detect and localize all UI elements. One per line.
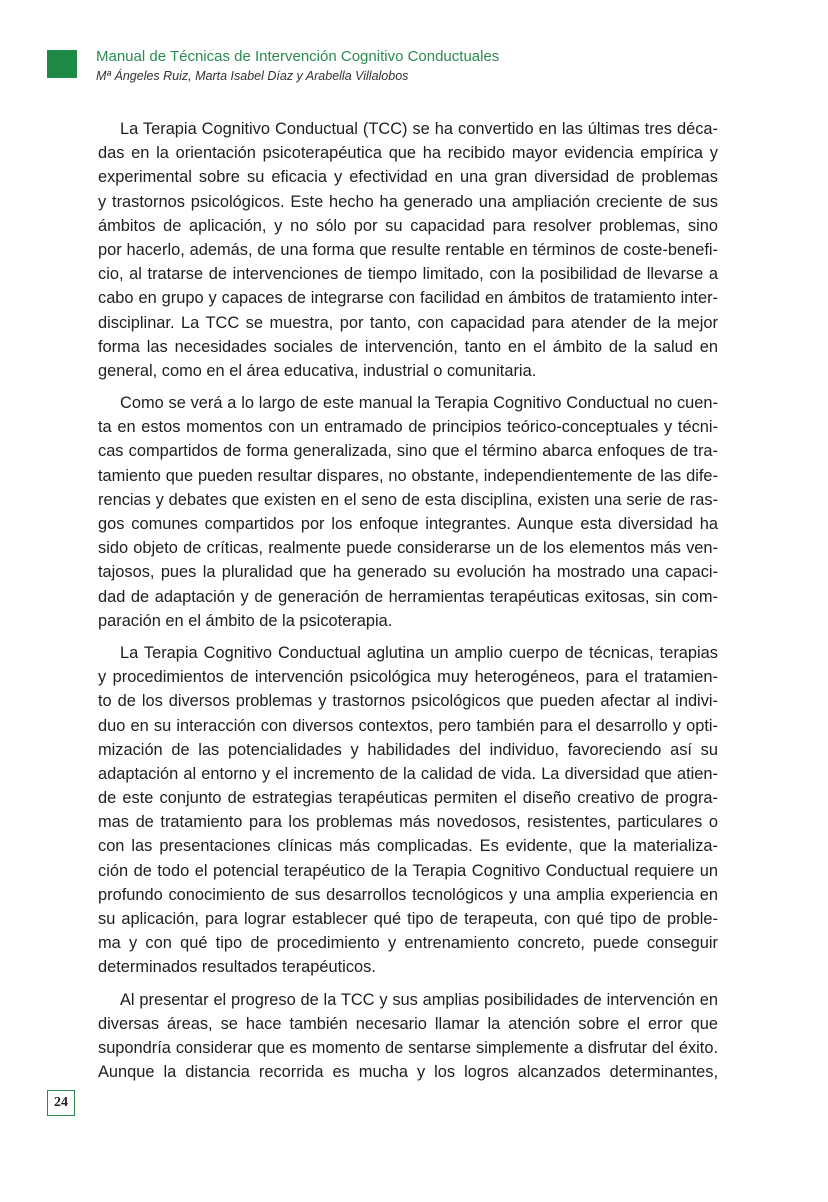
page-number: 24 [47,1090,75,1116]
text-line: por hacerlo, además, de una forma que resulte rentable en términos de coste-benefi- [98,240,718,259]
running-header-title: Manual de Técnicas de Intervención Cognitivo Conductuales [96,48,500,65]
text-line: gos comunes compartidos por los enfoque integrantes. Aunque esta diversidad ha [98,515,718,533]
text-line: Al presentar el progreso de la TCC y sus amplias posibilidades de intervención en [120,990,718,1009]
text-line: profundo conocimiento de sus desarrollos tecnológicos y una amplia experiencia en [98,885,718,904]
text-line: paración en el ámbito de la psicoterapia. [98,611,393,630]
text-line: su aplicación, para lograr establecer qué tipo de terapeuta, con qué tipo de proble- [98,910,718,928]
text-line: ta en estos momentos con un entramado de principios teórico-conceptuales y técni- [98,418,718,437]
text-line: disciplinar. La TCC se muestra, por tanto, con capacidad para atender de la mejor [98,313,718,332]
text-line: supondría considerar que es momento de sentarse simplemente a disfrutar del éxito. [98,1038,718,1057]
text-line: general, como en el área educativa, industrial o comunitaria. [98,361,537,380]
running-header-authors: Mª Ángeles Ruiz, Marta Isabel Díaz y Arabella Villalobos [96,69,409,83]
text-line: diversas áreas, se hace también necesario llamar la atención sobre el error que [98,1014,718,1033]
paragraph [98,988,718,1085]
text-line: La Terapia Cognitivo Conductual aglutina un amplio cuerpo de técnicas, terapias [120,643,718,662]
header-square-marker [47,50,77,78]
text-line: ción de todo el potencial terapéutico de la Terapia Cognitivo Conductual requiere un [98,861,718,880]
text-line: ámbitos de aplicación, y no sólo por su capacidad para resolver problemas, sino [98,216,718,235]
text-line: sido objeto de críticas, realmente puede considerarse un de los elementos más ven- [98,539,718,558]
paragraph [98,117,718,383]
text-line: Aunque la distancia recorrida es mucha y los logros alcanzados determinantes, [98,1063,718,1082]
text-line: forma las necesidades sociales de intervención, tanto en el ámbito de la salud en [98,337,718,356]
text-line: tamiento que pueden resultar dispares, no obstante, independientemente de las dife- [98,466,718,485]
text-line: determinados resultados terapéuticos. [98,958,376,977]
text-line: rencias y debates que existen en el seno de esta disciplina, existen una serie de ras- [98,490,718,509]
text-line: duo en su interacción con diversos contextos, pero también para el desarrollo y opti- [98,716,718,735]
text-line: cabo en grupo y capaces de integrarse con facilidad en ámbitos de tratamiento inter- [98,289,718,308]
text-line: de este conjunto de estrategias terapéuticas permiten el diseño creativo de progra- [98,789,718,808]
text-line: ma y con qué tipo de procedimiento y entrenamiento concreto, puede conseguir [98,934,718,953]
text-line: to de los diversos problemas y trastornos psicológicos que pueden afectar al indivi- [98,692,718,711]
text-line: das en la orientación psicoterapéutica que ha recibido mayor evidencia empírica y [98,144,718,163]
text-line: dad de adaptación y de generación de herramientas terapéuticas exitosas, sin com- [98,587,718,606]
body-text [98,117,718,1092]
text-line: Como se verá a lo largo de este manual la Terapia Cognitivo Conductual no cuen- [120,394,718,413]
text-line: mas de tratamiento para los problemas más novedosos, resistentes, particulares o [98,813,718,832]
text-line: cas compartidos de forma generalizada, sino que el término abarca enfoques de tra- [98,442,718,461]
text-line: experimental sobre su eficacia y efectividad en una gran diversidad de problemas [98,168,718,187]
text-line: con las presentaciones clínicas más complicadas. Es evidente, que la materializa- [98,837,718,856]
paragraph [98,641,718,980]
text-line: La Terapia Cognitivo Conductual (TCC) se ha convertido en las últimas tres déca- [120,120,718,138]
text-line: mización de las potencialidades y habilidades del individuo, favoreciendo así su [98,740,718,759]
text-line: y procedimientos de intervención psicológica muy heterogéneos, para el tratamien- [98,668,718,687]
text-line: cio, al tratarse de intervenciones de tiempo limitado, con la posibilidad de llevarse a [98,265,718,284]
text-line: tajosos, pues la pluralidad que ha generado su evolución ha mostrado una capaci- [98,563,718,582]
paragraph [98,391,718,633]
text-line: y trastornos psicológicos. Este hecho ha generado una ampliación creciente de sus [98,192,718,211]
text-line: adaptación al entorno y el incremento de la calidad de vida. La diversidad que atien- [98,764,718,783]
